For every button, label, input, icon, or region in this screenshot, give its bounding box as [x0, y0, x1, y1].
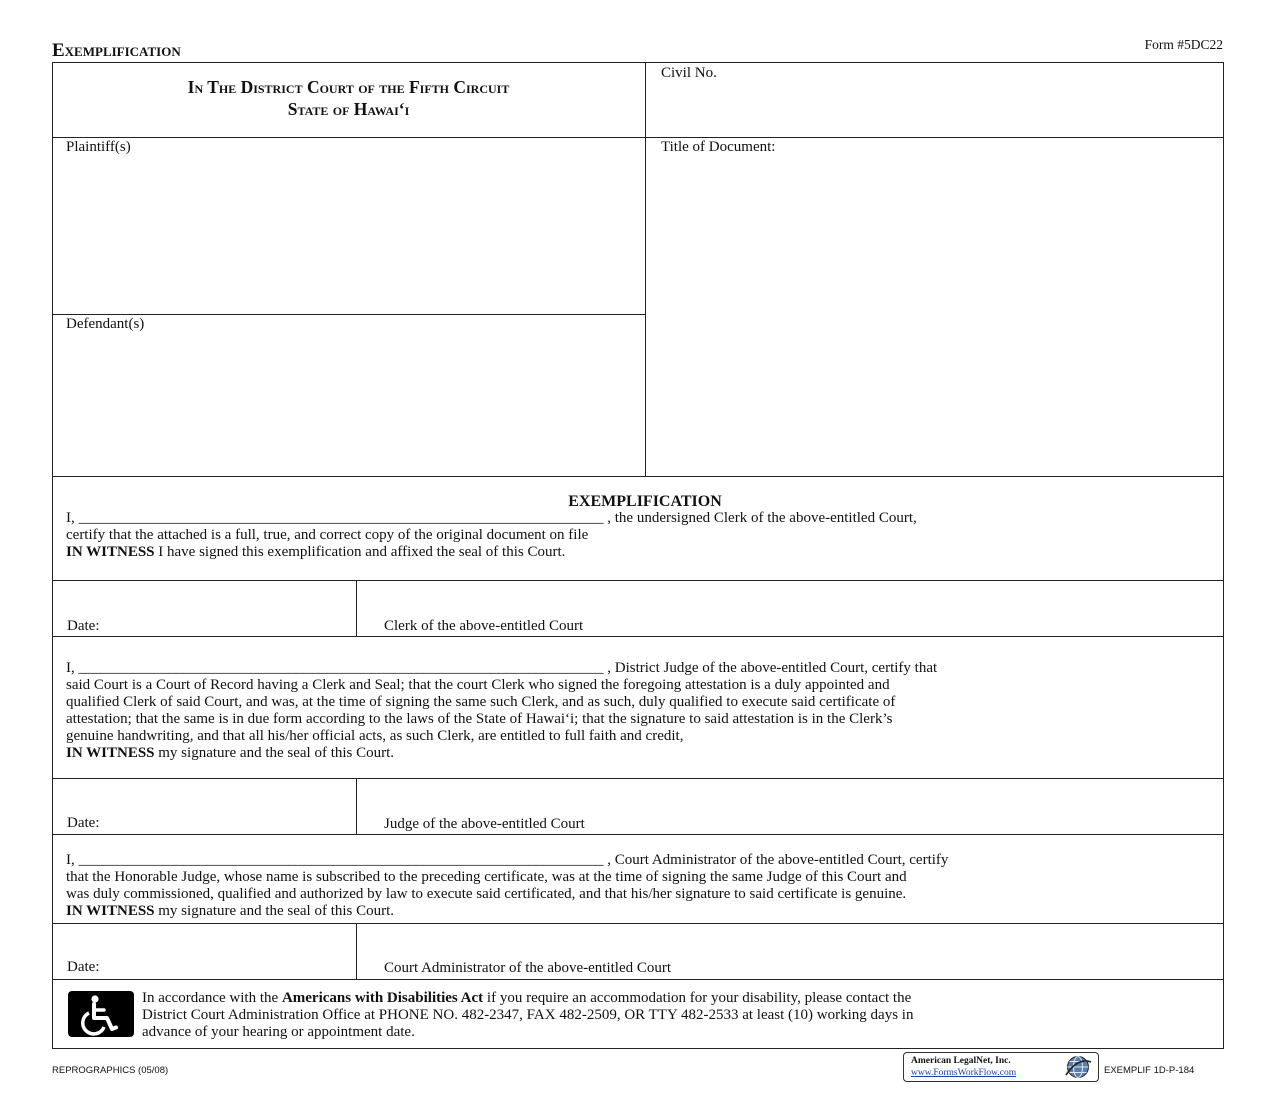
caption-divider	[645, 62, 646, 476]
publisher-name: American LegalNet, Inc.	[911, 1056, 1011, 1066]
ada-notice	[142, 990, 1222, 1041]
admin-certification	[66, 852, 1221, 920]
court-line-1: In The District Court of the Fifth Circuit	[187, 77, 510, 97]
admin-date-field[interactable]: Date:	[67, 959, 100, 975]
witness-text: my signature and the seal of this Court.	[154, 903, 395, 919]
date-divider	[356, 580, 357, 636]
judge-certification	[66, 660, 1221, 762]
judge-line-2: said Court is a Court of Record having a Clerk and Seal; that the court Clerk who signed the foregoing attestation is a duly appointed and	[66, 677, 890, 693]
judge-line-4: attestation; that the same is in due form according to the laws of the State of Hawai‘i; that the signature to said attestation is in the Clerk’s	[66, 711, 893, 727]
rule	[52, 636, 1224, 637]
witness-text: my signature and the seal of this Court.	[154, 745, 395, 761]
admin-line-3: was duly commissioned, qualified and authorized by law to execute said certificated, and that his/her signature to said certificate is genuine.	[66, 886, 907, 902]
rule	[52, 580, 1224, 581]
ada-line-2: District Court Administration Office at PHONE NO. 482-2347, FAX 482-2509, OR TTY 482-2533 at least (10) working days in	[142, 1007, 914, 1023]
witness-text: I have signed this exemplification and affixed the seal of this Court.	[154, 544, 566, 560]
witness-bold: IN WITNESS	[66, 544, 155, 560]
wheelchair-icon	[68, 991, 134, 1037]
rule	[52, 137, 1224, 138]
rule	[52, 923, 1224, 924]
ada-text: In accordance with the	[142, 990, 282, 1006]
rule	[52, 314, 645, 315]
judge-date-field[interactable]: Date:	[67, 815, 100, 831]
clerk-certification	[66, 510, 1221, 561]
judge-line-3: qualified Clerk of said Court, and was, at the time of signing the same such Clerk, and as such, duly qualified to execute said certificate of	[66, 694, 896, 710]
court-line-2: State of Hawai‘i	[287, 99, 410, 119]
rule	[52, 778, 1224, 779]
rule	[52, 834, 1224, 835]
form-number: Form #5DC22	[1144, 37, 1223, 52]
wheelchair-icon	[68, 991, 134, 1037]
exemplification-heading: EXEMPLIFICATION	[568, 493, 722, 510]
defendants-field[interactable]: Defendant(s)	[66, 316, 145, 332]
admin-signature-field[interactable]: Court Administrator of the above-entitled Court	[384, 960, 672, 976]
ada-act: Americans with Disabilities Act	[281, 990, 484, 1006]
clerk-witness	[66, 544, 1221, 561]
judge-signature-field[interactable]: Judge of the above-entitled Court	[384, 816, 585, 832]
judge-line-5: genuine handwriting, and that all his/her official acts, as such Clerk, are entitled to full faith and credit,	[66, 728, 684, 744]
clerk-line-2: certify that the attached is a full, true, and correct copy of the original document on file	[66, 527, 589, 543]
clerk-date-field[interactable]: Date:	[67, 618, 100, 634]
ada-line-1	[142, 990, 1222, 1007]
ada-line-3: advance of your hearing or appointment date.	[142, 1024, 415, 1040]
title-of-document-field[interactable]: Title of Document:	[661, 139, 776, 155]
ada-text: if you require an accommodation for your disability, please contact the	[483, 990, 912, 1006]
rule	[52, 979, 1224, 980]
civil-no-field[interactable]: Civil No.	[661, 65, 717, 81]
document-title: Exemplification	[52, 40, 181, 61]
plaintiffs-field[interactable]: Plaintiff(s)	[66, 139, 131, 155]
date-divider	[356, 778, 357, 834]
judge-witness	[66, 745, 1221, 762]
reprographics-label: REPROGRAPHICS (05/08)	[52, 1065, 169, 1076]
publisher-badge	[903, 1052, 1099, 1082]
clerk-line-1: I, ______________________________________________________________________ , the undersigned Clerk of the above-entitled Court,	[66, 510, 917, 526]
court-heading	[52, 76, 645, 120]
judge-line-1: I, ______________________________________________________________________ , District Judge of the above-entitled Court, certify that	[66, 660, 938, 676]
date-divider	[356, 923, 357, 979]
admin-line-1: I, ______________________________________________________________________ , Court Administrator of the above-entitled Court, certify	[66, 852, 949, 868]
admin-witness	[66, 903, 1221, 920]
clerk-signature-field[interactable]: Clerk of the above-entitled Court	[384, 618, 584, 634]
form-code: EXEMPLIF 1D-P-184	[1104, 1065, 1195, 1076]
admin-line-2: that the Honorable Judge, whose name is subscribed to the preceding certificate, was at the time of signing the same Judge of this Court and	[66, 869, 907, 885]
publisher-link[interactable]: www.FormsWorkFlow.com	[911, 1068, 1017, 1078]
rule	[52, 476, 1224, 477]
globe-icon	[1064, 1055, 1092, 1079]
witness-bold: IN WITNESS	[66, 745, 155, 761]
witness-bold: IN WITNESS	[66, 903, 155, 919]
